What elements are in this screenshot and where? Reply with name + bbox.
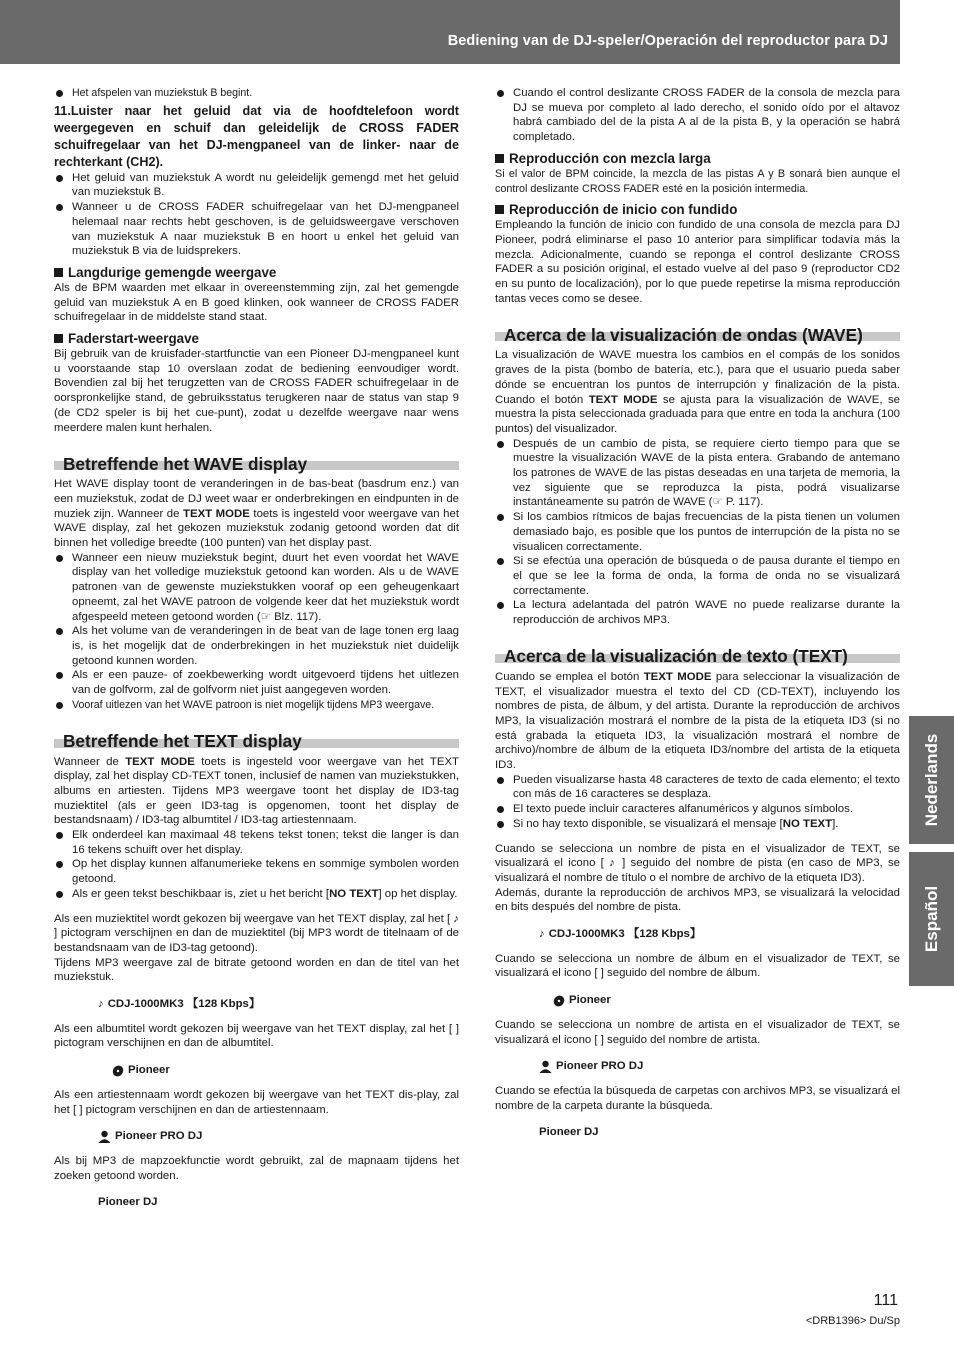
person-icon bbox=[98, 1130, 111, 1143]
example-artist: Pioneer PRO DJ bbox=[539, 1059, 900, 1074]
page-number: 111 bbox=[873, 1292, 898, 1309]
list-item: Het afspelen van muziekstuk B begint. bbox=[54, 86, 459, 101]
paragraph: Wanneer de TEXT MODE toets is ingesteld voor weergave van het TEXT display, zal het display CD-TEXT tonen, inclusief de namen van muziekstukken, albums en artiesten. Tijdens MP3 weergave toont het display de ID3-tag muziektitel (als er geen ID3-tag is opgenomen, toont het display de bestandsnaam) / ID3-tag albumtitel / ID3-tag artiestennaam. bbox=[54, 755, 459, 827]
subheading-mezcla-larga: Reproducción con mezcla larga bbox=[495, 150, 900, 167]
paragraph: Als de BPM waarden met elkaar in overeenstemming zijn, zal het gemengde geluid van muziekstuk A en B goed klinken, ook wanneer de CROSS FADER schuifregelaar in de middelste stand staat. bbox=[54, 281, 459, 324]
example-album: Pioneer bbox=[112, 1063, 459, 1078]
subheading-long-mix: Langdurige gemengde weergave bbox=[54, 264, 459, 281]
list-item: Als er geen tekst beschikbaar is, ziet u het bericht [NO TEXT] op het display. bbox=[54, 887, 459, 902]
paragraph: Het WAVE display toont de veranderingen in de bas-beat (basdrum enz.) van een muziekstuk, zodat de DJ weet waar er onderbrekingen en eindpunten in de muziek zijn. Wanneer de TEXT MODE toets is ingesteld voor weergave van het WAVE display, zal het gekozen muziekstuk zodanig getoond worden dat dit binnen het volledige breedte (100 punten) van het display past. bbox=[54, 478, 459, 550]
section-heading-text: Acerca de la visualización de texto (TEXT) bbox=[495, 642, 900, 664]
list-item: La lectura adelantada del patrón WAVE no puede realizarse durante la reproducción de archivos MP3. bbox=[495, 598, 900, 627]
section-heading-wave: Acerca de la visualización de ondas (WAVE) bbox=[495, 320, 900, 342]
paragraph: Als een muziektitel wordt gekozen bij weergave van het TEXT display, zal het [ ♪ ] pictogram verschijnen en dan de muziektitel (bij MP3 wordt de titelnaam of de bestandsnaam van de ID3-tag getoond). Tijdens MP3 weergave zal de bitrate getoond worden en dan de titel van het muziekstuk. bbox=[54, 912, 459, 984]
paragraph: Als bij MP3 de mapzoekfunctie wordt gebruikt, zal de mapnaam tijdens het zoeken getoond worden. bbox=[54, 1154, 459, 1182]
paragraph: Bij gebruik van de kruisfader-startfunctie van een Pioneer DJ-mengpaneel kunt u voorstaande stap 10 overslaan zodat de bediening eenvoudiger wordt. Bovendien zal bij het terugzetten van de CROSS FADER schuifregelaar in de oorspronkelijke stand, de gebruiksstatus terugkeren naar de status van stap 9 (de CD2 speler is bij het cue-punt), zodat u dezelfde weergave naar wens meerdere malen kunt herhalen. bbox=[54, 348, 459, 434]
example-track-title: ♪ CDJ-1000MK3 【128 Kbps】 bbox=[98, 998, 261, 1011]
paragraph: Cuando se efectúa la búsqueda de carpetas con archivos MP3, se visualizará el nombre de la carpeta durante la búsqueda. bbox=[495, 1084, 900, 1112]
header-title: Bediening van de DJ-speler/Operación del reproductor para DJ bbox=[447, 33, 888, 49]
list-item: Si se efectúa una operación de búsqueda o de pausa durante el tiempo en el que se lee la forma de onda, la forma de onda no se visualizará correctamente. bbox=[495, 554, 900, 598]
list-item: Cuando el control deslizante CROSS FADER de la consola de mezcla para DJ se mueva por completo al lado derecho, el sonido oído por el altavoz habrá cambiado del de la pista A al de la pista B, y la operación se habrá completado. bbox=[495, 86, 900, 145]
paragraph: Cuando se selecciona un nombre de pista en el visualizador de TEXT, se visualizará el icono [ ♪ ] seguido del nombre de pista (en caso de MP3, se visualizará el nombre de título o el nombre de archivo de la etiqueta ID3). Además, durante la reproducción de archivos MP3, se visualizará la velocidad en bits después del nombre de pista. bbox=[495, 842, 900, 914]
subheading-fader-start: Faderstart-weergave bbox=[54, 330, 459, 347]
paragraph: Als een albumtitel wordt gekozen bij weergave van het TEXT display, zal het [ ] pictogram verschijnen en dan de albumtitel. bbox=[54, 1022, 459, 1050]
section-heading-text: Betreffende het TEXT display bbox=[54, 727, 459, 749]
list-item: Als het volume van de veranderingen in de beat van de lage tonen erg laag is, is het mogelijk dat de onderbrekingen in het muziekstuk niet duidelijk getoond kunnen worden. bbox=[54, 624, 459, 668]
list-item: Si no hay texto disponible, se visualizará el mensaje [NO TEXT]. bbox=[495, 817, 900, 832]
disc-icon bbox=[553, 995, 565, 1007]
note-icon: ♪ bbox=[539, 928, 545, 941]
example-folder: Pioneer DJ bbox=[98, 1196, 158, 1209]
left-column bbox=[54, 86, 459, 1220]
paragraph: Cuando se emplea el botón TEXT MODE para seleccionar la visualización de TEXT, el visualizador muestra el texto del CD (CD-TEXT), incluyendo los nombres de pista, de álbum, y del artista. Durante la reproducción de archivos MP3, la visualización mostrará el nombre de la pista de la etiqueta ID3 (si no está grabada la etiqueta ID3, la visualización mostrará el nombre de archivo)/nombre de álbum de la etiqueta ID3/nombre del artista de la etiqueta ID3. bbox=[495, 670, 901, 772]
list-item: Op het display kunnen alfanumerieke tekens en sommige symbolen worden getoond. bbox=[54, 857, 459, 886]
document-code: <DRB1396> Du/Sp bbox=[805, 1315, 900, 1327]
example-artist: Pioneer PRO DJ bbox=[98, 1129, 459, 1144]
note-icon: ♪ bbox=[98, 998, 104, 1011]
example-album: Pioneer bbox=[553, 993, 900, 1008]
paragraph: Empleando la función de inicio con fundido de una consola de mezcla para DJ Pioneer, podrá eliminarse el paso 10 anterior para simplificar todavía más la mezcla. Adicionalmente, cuando se reponga el control deslizante CROSS FADER a su posición original, el estado vuelve al del paso 9 (reproductor CD2 en su punto de localización), por lo que puede repetirse la misma reproducción tantas veces como se desee. bbox=[495, 219, 900, 305]
right-column bbox=[495, 86, 900, 1150]
subheading-inicio-fundido: Reproducción de inicio con fundido bbox=[495, 201, 900, 218]
paragraph: Cuando se selecciona un nombre de artista en el visualizador de TEXT, se visualizará el icono [ ] seguido del nombre de artista. bbox=[495, 1018, 900, 1046]
list-item: Si los cambios rítmicos de bajas frecuencias de la pista tienen un volumen demasiado bajo, es posible que los puntos de interrupción de la pista no se visualicen correctamente. bbox=[495, 510, 900, 554]
paragraph: Si el valor de BPM coincide, la mezcla de las pistas A y B sonará bien aunque el control deslizante CROSS FADER esté en la posición intermedia. bbox=[495, 167, 900, 195]
list-item: Wanneer een nieuw muziekstuk begint, duurt het even voordat het WAVE display van het volledige muziekstuk getoond kan worden. Als u de WAVE patronen van de gewenste muziekstukken vooraf op een geheugenkaart opneemt, zal het WAVE patroon de volgende keer dat het muziekstuk wordt afgespeeld meteen getoond worden (☞ Blz. 117). bbox=[54, 551, 459, 625]
list-item: Pueden visualizarse hasta 48 caracteres de texto de cada elemento; el texto con más de 16 caracteres se desplaza. bbox=[495, 773, 900, 802]
paragraph: Als een artiestennaam wordt gekozen bij weergave van het TEXT dis-play, zal het [ ] pictogram verschijnen en dan de artiestennaam. bbox=[54, 1088, 459, 1116]
example-folder: Pioneer DJ bbox=[539, 1126, 599, 1139]
person-icon bbox=[539, 1060, 552, 1073]
side-tab-nederlands: Nederlands bbox=[909, 716, 954, 844]
list-item: Als er een pauze- of zoekbewerking wordt uitgevoerd tijdens het uitlezen van de golfvorm, zal de golfvorm niet juist aangegeven worden. bbox=[54, 668, 459, 697]
list-item: Wanneer u de CROSS FADER schuifregelaar van het DJ-mengpaneel helemaal naar rechts hebt geschoven, is de geluidsweergave verschoven van muziekstuk A naar muziekstuk B en hoort u enkel het geluid van muziekstuk B via de luidsprekers. bbox=[54, 200, 459, 259]
example-track-title: ♪ CDJ-1000MK3 【128 Kbps】 bbox=[539, 928, 702, 941]
step-11: 11.Luister naar het geluid dat via de hoofdtelefoon wordt weergegeven en schuif dan geleidelijk de CROSS FADER schuifregelaar van het DJ-mengpaneel van de linker- naar de rechterkant (CH2). bbox=[54, 103, 459, 169]
list-item: Después de un cambio de pista, se requiere cierto tiempo para que se muestre la visualización WAVE de la pista entera. Grabando de antemano los patrones de WAVE de las pistas deseadas en una tarjeta de memoria, la vez siguiente que se reproduzca la pista, podrá visualizarse instantáneamente su patrón de WAVE (☞ P. 117). bbox=[495, 437, 900, 511]
paragraph: Cuando se selecciona un nombre de álbum en el visualizador de TEXT, se visualizará el icono [ ] seguido del nombre de álbum. bbox=[495, 952, 900, 980]
list-item: Het geluid van muziekstuk A wordt nu geleidelijk gemengd met het geluid van muziekstuk B. bbox=[54, 171, 459, 200]
disc-icon bbox=[112, 1065, 124, 1077]
paragraph: La visualización de WAVE muestra los cambios en el compás de los sonidos graves de la pista (bombo de batería, etc.), para que el usuario pueda saber dónde se encuentran los puntos de interrupción y finalización de la pista. Cuando el botón TEXT MODE se ajusta para la visualización de WAVE, se muestra la pista seleccionada graduada para que entre en toda la anchura (100 puntos) del visualizador. bbox=[495, 349, 901, 435]
side-tab-espanol: Español bbox=[909, 852, 954, 986]
page-header bbox=[0, 0, 900, 64]
section-heading-wave: Betreffende het WAVE display bbox=[54, 449, 459, 471]
list-item: El texto puede incluir caracteres alfanuméricos y algunos símbolos. bbox=[495, 802, 900, 817]
list-item: Vooraf uitlezen van het WAVE patroon is niet mogelijk tijdens MP3 weergave. bbox=[54, 698, 459, 713]
list-item: Elk onderdeel kan maximaal 48 tekens tekst tonen; tekst die langer is dan 16 tekens schuift over het display. bbox=[54, 828, 459, 857]
